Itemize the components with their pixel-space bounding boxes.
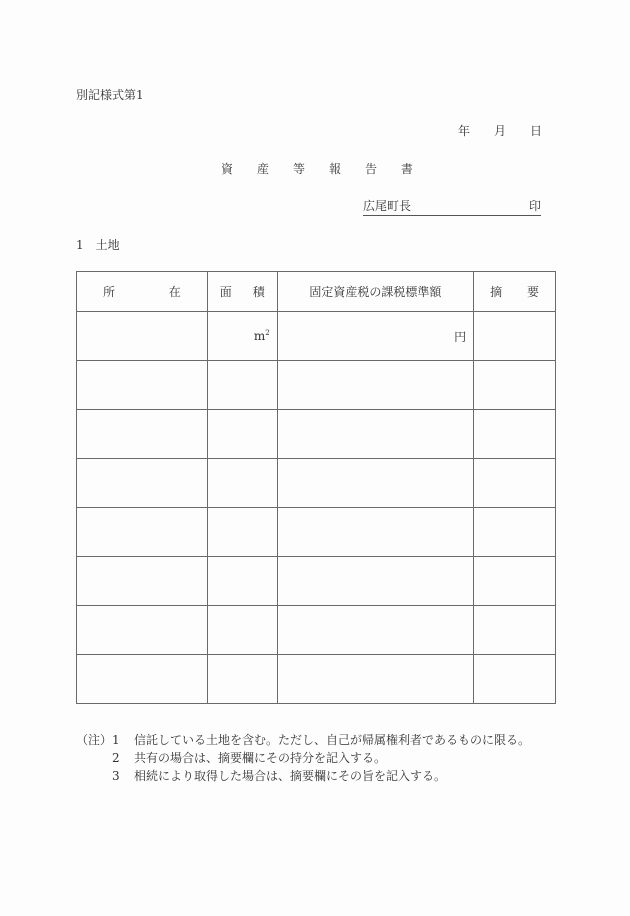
cell-area[interactable] <box>207 508 277 557</box>
title-char: 産 <box>256 162 269 176</box>
cell-location[interactable] <box>77 557 208 606</box>
cell-tax-base[interactable] <box>277 606 473 655</box>
cell-remarks[interactable] <box>474 361 556 410</box>
date-line <box>458 122 542 139</box>
cell-area[interactable]: $m^2$ <box>207 312 277 361</box>
title-char: 資 <box>221 162 234 176</box>
title-char: 等 <box>292 162 305 176</box>
cell-remarks[interactable] <box>474 410 556 459</box>
cell-location[interactable] <box>77 508 208 557</box>
addressee-line[interactable] <box>363 197 541 216</box>
cell-remarks[interactable] <box>474 312 556 361</box>
note-item: （注） 1 信託している土地を含む。ただし、自己が帰属権利者であるものに限る。 <box>76 733 531 747</box>
header-location: 所 在 <box>77 272 208 312</box>
cell-tax-base[interactable] <box>277 459 473 508</box>
cell-remarks[interactable] <box>474 557 556 606</box>
title-char: 報 <box>328 162 341 176</box>
cell-tax-base[interactable] <box>277 410 473 459</box>
notes <box>76 731 530 785</box>
day-label: 日 <box>529 124 542 138</box>
cell-location[interactable] <box>77 655 208 704</box>
cell-area[interactable] <box>207 361 277 410</box>
cell-area[interactable] <box>207 557 277 606</box>
section-number: 1 <box>76 238 84 252</box>
cell-area[interactable] <box>207 655 277 704</box>
cell-tax-base[interactable] <box>277 655 473 704</box>
cell-remarks[interactable] <box>474 655 556 704</box>
cell-location[interactable] <box>77 312 208 361</box>
cell-tax-base[interactable] <box>277 361 473 410</box>
table-header-row <box>77 272 556 312</box>
cell-remarks[interactable] <box>474 606 556 655</box>
cell-area[interactable] <box>207 606 277 655</box>
notes-lead: （注） <box>76 733 113 747</box>
header-tax-base: 固定資産税の課税標準額 <box>277 272 473 312</box>
table-row <box>77 557 556 606</box>
table-row <box>77 508 556 557</box>
cell-area[interactable] <box>207 459 277 508</box>
table-row <box>77 655 556 704</box>
cell-tax-base[interactable] <box>277 557 473 606</box>
cell-location[interactable] <box>77 410 208 459</box>
year-label: 年 <box>458 124 471 138</box>
document-title <box>221 160 413 177</box>
cell-tax-base[interactable] <box>277 508 473 557</box>
table-row <box>77 312 556 361</box>
section-heading <box>76 236 120 253</box>
cell-tax-base[interactable]: 円 <box>277 312 473 361</box>
table-row <box>77 361 556 410</box>
table-row <box>77 606 556 655</box>
table-row <box>77 410 556 459</box>
cell-location[interactable] <box>77 459 208 508</box>
addressee-name: 広尾町長 <box>363 199 412 213</box>
cell-location[interactable] <box>77 361 208 410</box>
land-table <box>76 271 556 704</box>
section-title: 土地 <box>95 238 120 252</box>
note-item: 3 相続により取得した場合は、摘要欄にその旨を記入する。 <box>112 769 447 783</box>
cell-area[interactable] <box>207 410 277 459</box>
header-area: 面 積 <box>207 272 277 312</box>
seal-label: 印 <box>528 199 541 213</box>
month-label: 月 <box>493 124 506 138</box>
table-row <box>77 459 556 508</box>
note-item: 2 共有の場合は、摘要欄にその持分を記入する。 <box>112 751 387 765</box>
title-char: 書 <box>400 162 413 176</box>
cell-location[interactable] <box>77 606 208 655</box>
cell-remarks[interactable] <box>474 508 556 557</box>
form-id: 別記様式第1 <box>76 88 144 102</box>
header-remarks: 摘 要 <box>474 272 556 312</box>
title-char: 告 <box>364 162 377 176</box>
cell-remarks[interactable] <box>474 459 556 508</box>
